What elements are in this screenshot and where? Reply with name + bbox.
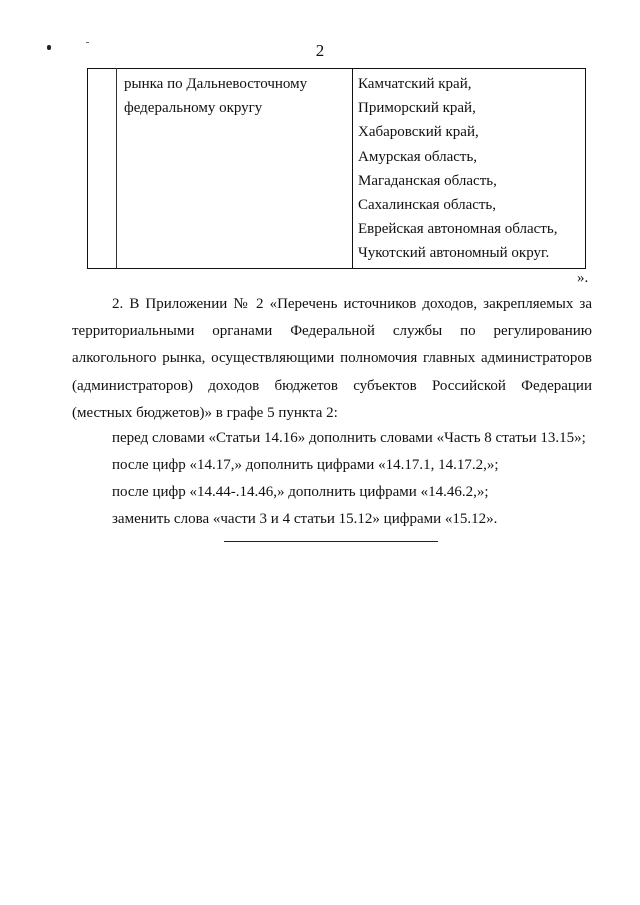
region-item: Камчатский край, (358, 76, 472, 92)
table-column-divider (116, 68, 117, 268)
amendment-item: после цифр «14.44-.14.46,» дополнить цифрами «14.46.2,»; (112, 484, 489, 500)
amendment-item: заменить слова «части 3 и 4 статьи 15.12» цифрами «15.12». (112, 511, 498, 527)
page-number: 2 (315, 41, 325, 60)
amendment-list (112, 425, 586, 533)
region-item: Еврейская автономная область, (358, 221, 558, 238)
amendment-item: после цифр «14.17,» дополнить цифрами «14.17.1, 14.17.2,»; (112, 457, 499, 473)
table-regions-cell (358, 72, 582, 266)
region-item: Сахалинская область, (358, 197, 497, 214)
amendment-paragraph (72, 291, 592, 427)
amendment-item: перед словами «Статьи 14.16» дополнить словами «Часть 8 статьи 13.15»; (112, 430, 586, 446)
region-item: Магаданская область, (358, 172, 497, 189)
left-cell-line: федеральному округу (124, 100, 263, 116)
region-item: Приморский край, (358, 100, 476, 117)
paragraph-line: (администраторов) доходов бюджетов субъектов Российской Федерации (72, 377, 592, 394)
end-of-document-rule (224, 541, 438, 542)
paragraph-line: (местных бюджетов)» в графе 5 пункта 2: (72, 404, 338, 421)
paragraph-line: 2. В Приложении № 2 «Перечень источников доходов, закрепляемых за (112, 296, 592, 312)
region-item: Чукотский автономный округ. (358, 245, 550, 262)
region-item: Хабаровский край, (358, 124, 479, 141)
paragraph-line: территориальными органами Федеральной службы по регулированию (72, 323, 592, 340)
paragraph-line: алкогольного рынка, осуществляющими полномочия главных администраторов (72, 350, 592, 367)
closing-quote: ». (577, 270, 589, 286)
table-left-cell (124, 72, 349, 120)
region-item: Амурская область, (358, 148, 478, 165)
left-cell-line: рынка по Дальневосточному (124, 76, 308, 92)
table-column-divider (352, 68, 353, 268)
